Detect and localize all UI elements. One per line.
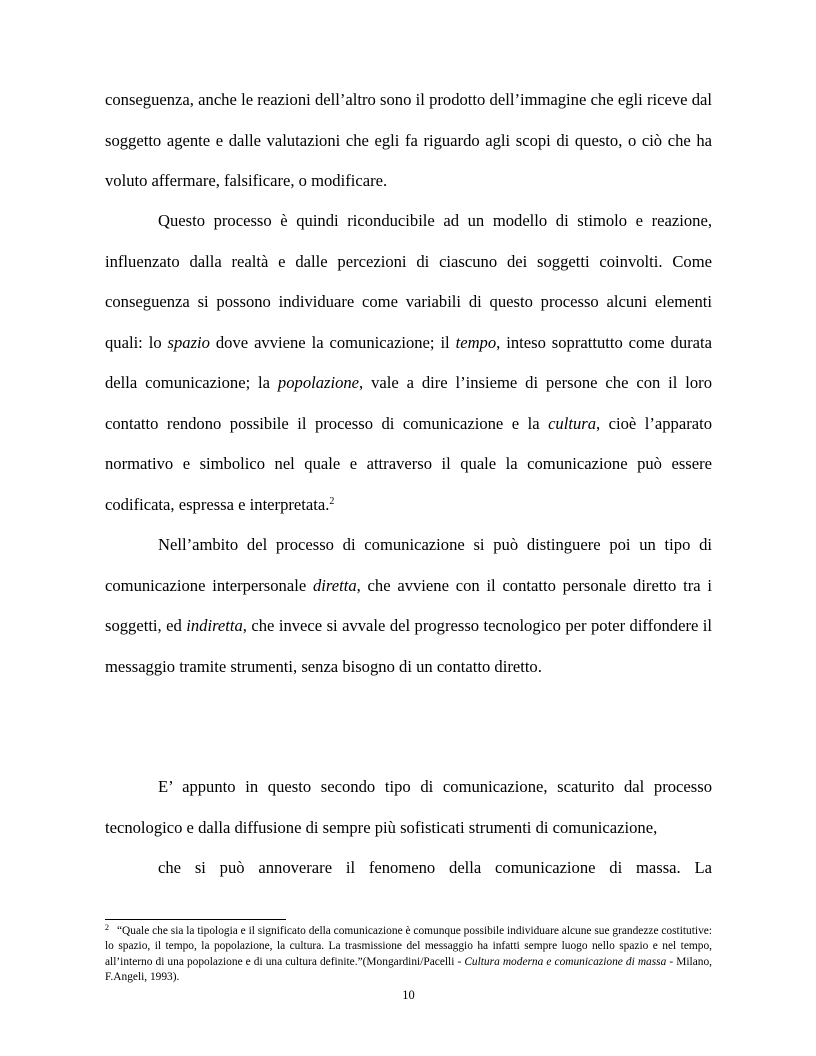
paragraph-1: conseguenza, anche le reazioni dell’altro sono il prodotto dell’immagine che egli riceve dal soggetto agente e dalle valutazioni che egli fa riguardo agli scopi di questo, o ciò che ha voluto affermare, falsificare, o modificare.: [105, 90, 712, 190]
paragraph-3: Nell’ambito del processo di comunicazione si può distinguere poi un tipo di comunicazione interpersonale diretta, che avviene con il contatto personale diretto tra i soggetti, ed indiretta, che invece si avvale del progresso tecnologico per poter diffondere il messaggio tramite strumenti, senza bisogno di un contatto diretto.: [105, 535, 712, 676]
term-tempo: tempo: [455, 332, 497, 352]
footnote: [105, 924, 712, 986]
paragraph-4: E’ appunto in questo secondo tipo di comunicazione, scaturito dal processo tecnologico e dalla diffusione di sempre più sofisticati strumenti di comunicazione, che si può annoverare il fenomeno della comunicazione di massa. La: [105, 767, 712, 889]
footnote-book-title: Cultura moderna e comunicazione di massa: [464, 955, 667, 968]
term-indiretta: indiretta: [186, 616, 243, 635]
page-number: 10: [402, 988, 415, 1002]
footnote-publisher: - Milano, F.Angeli, 1993).: [105, 955, 713, 984]
term-cultura: cultura: [548, 413, 596, 433]
term-popolazione: popolazione: [277, 373, 360, 392]
document-page: [105, 0, 712, 1056]
footnote-reference[interactable]: 2: [329, 495, 335, 507]
paragraph-4-last-line: che si può annoverare il fenomeno della comunicazione di massa. La: [158, 858, 712, 877]
paragraph-2: Questo processo è quindi riconducibile ad un modello di stimolo e reazione, influenzato dalla realtà e dalle percezioni di ciascuno dei soggetti coinvolti. Come conseguenza si possono individuare come variabili di questo processo alcuni elementi quali: lo spazio dove avviene la comunicazione; il tempo, inteso soprattutto come durata della comunicazione; la popolazione, vale a dire l’insieme di persone che con il loro contatto rendono possibile il processo di comunicazione e la cultura, cioè l’apparato normativo e simbolico nel quale e attraverso il quale la comunicazione può essere codificata, espressa e interpretata.$^2$: [105, 211, 712, 514]
term-diretta: diretta: [312, 575, 357, 595]
term-spazio: spazio: [167, 332, 210, 352]
footnote-text: “Quale che sia la tipologia e il significato della comunicazione è comunque possibile individuare alcune sue grandezze costitutive: lo spazio, il tempo, la popolazione, la cultura. La trasmissione del messaggio ha infatti sempre luogo nello spazio e nel tempo, all’interno di una popolazione e di una cultura definite.”(Mongardini/Pacelli -: [105, 925, 712, 968]
footnote-separator: [105, 919, 286, 920]
footnote-number: 2: [105, 923, 109, 932]
